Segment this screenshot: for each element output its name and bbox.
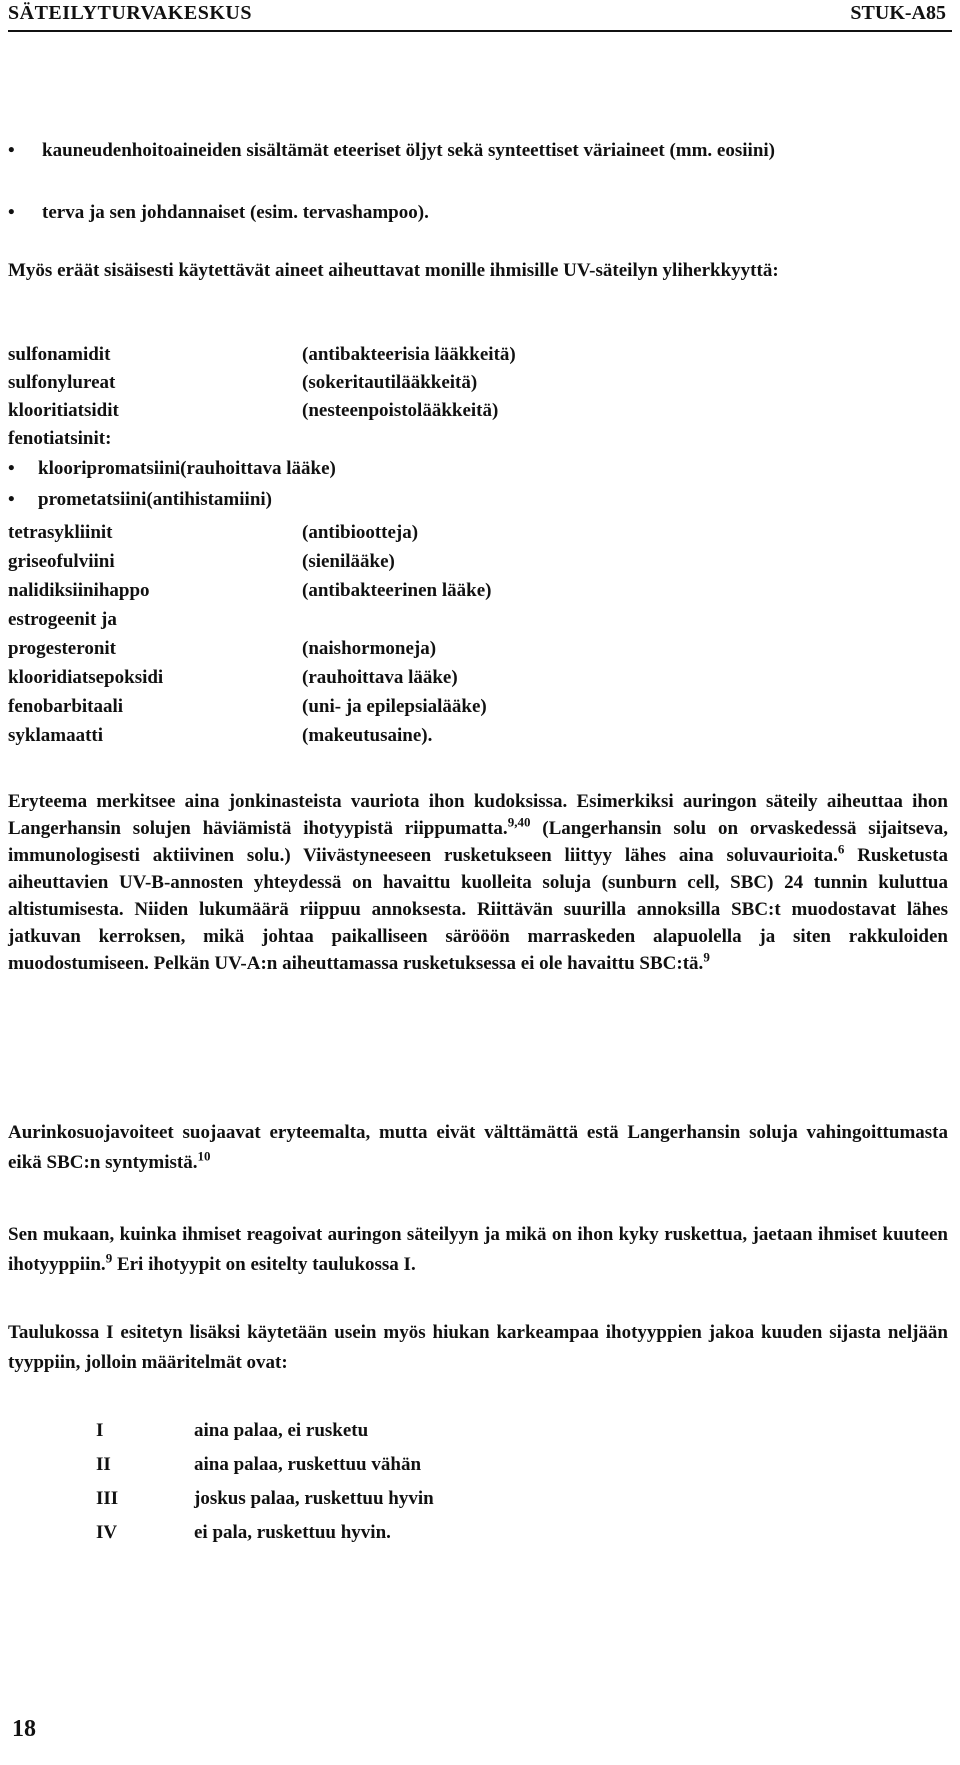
drug-row [8,370,948,396]
citation: 9 [703,949,710,965]
citation: 10 [197,1148,211,1164]
bullet-item [8,138,928,164]
skin-type-description: joskus palaa, ruskettuu hyvin [194,1488,434,1509]
skin-type-row [96,1418,796,1452]
skin-type-number: III [96,1488,119,1509]
skin-type-number: II [96,1454,111,1475]
drug-row [8,665,948,691]
bullet-dot: • [8,202,15,223]
header-organization: SÄTEILYTURVAKESKUS [8,2,252,24]
drug-name: sulfonylureat [8,372,116,393]
sub-bullet-text: prometatsiini(antihistamiini) [38,489,272,510]
drug-row [8,549,948,575]
drug-description: (nesteenpoistolääkkeitä) [302,400,499,421]
drug-row [8,520,948,546]
drug-description: (antibakteerinen lääke) [302,580,492,601]
paragraph-text: Eryteema merkitsee aina jonkinasteista vauriota ihon kudoksissa. Esimerkiksi auringon säteily aiheuttaa ihon Langerhansin solujen häviämistä ihotyypistä riippumatta. [8,791,948,839]
drug-name: griseofulviini [8,551,115,572]
sub-bullet-item [8,456,908,482]
drug-name: fenotiatsinit: [8,428,112,449]
bullet-dot: • [8,458,15,479]
drug-name: klooridiatsepoksidi [8,667,164,688]
bullet-dot: • [8,140,15,161]
drug-description: (sokeritautilääkkeitä) [302,372,478,393]
skin-type-number: I [96,1420,104,1441]
drug-description: (antibakteerisia lääkkeitä) [302,344,516,365]
paragraph-text: Rusketusta aiheuttavien UV-B-annosten yhteydessä on havaittu kuolleita soluja (sunburn cell, SBC) 24 tunnin kuluttua altistumisesta. Niiden lukumäärä riippuu annoksesta. Riittävän suurilla annoksilla SBC:t muodostavat lähes jatkuvan kerroksen, mikä johtaa paikalliseen särööön marraskeden alapuolella ja siten rakkuloiden muodostumiseen. Pelkän UV-A:n aiheuttamassa rusketuksessa ei ole havaittu SBC:tä. [8,845,948,974]
citation: 6 [837,841,845,857]
drug-description: (rauhoittava lääke) [302,667,458,688]
drug-description: (uni- ja epilepsialääke) [302,696,487,717]
skin-type-description: aina palaa, ei rusketu [194,1420,369,1441]
paragraph-sunscreen [8,1118,948,1178]
paragraph-text: (Langerhansin solu on orvaskedessä sijaitseva, immunologisesti aktiivinen solu.) Viivästyneeseen rusketukseen liittyy lähes aina soluvaurioita. [8,818,948,866]
bullet-item [8,200,928,226]
intro-paragraph: Myös eräät sisäisesti käytettävät aineet aiheuttavat monille ihmisille UV-säteilyn yliherkkyyttä: [8,260,779,281]
sub-bullet-text: klooripromatsiini(rauhoittava lääke) [38,458,336,479]
bullet-dot: • [8,489,15,510]
citation: 9 [105,1250,113,1266]
drug-name: klooritiatsidit [8,400,119,421]
paragraph-text: Eri ihotyypit on esitelty taulukossa I. [112,1254,416,1275]
drug-row [8,694,948,720]
drug-name: syklamaatti [8,725,103,746]
skin-type-row [96,1486,796,1520]
paragraph-erythema [8,788,948,977]
drug-row [8,342,948,368]
header-report-code: STUK-A85 [850,2,946,24]
drug-name: sulfonamidit [8,344,111,365]
skin-type-description: ei pala, ruskettuu hyvin. [194,1522,391,1543]
paragraph-skin-types [8,1220,948,1280]
running-header [8,0,952,32]
drug-description: (makeutusaine). [302,725,433,746]
bullet-text: kauneudenhoitoaineiden sisältämät eteeriset öljyt sekä synteettiset väriaineet (mm. eosiini) [42,140,775,161]
page-number: 18 [12,1716,36,1742]
drug-name: progesteronit [8,638,117,659]
drug-description: (sienilääke) [302,551,395,572]
skin-type-row [96,1520,796,1554]
drug-description: (naishormoneja) [302,638,437,659]
paragraph-text: Aurinkosuojavoiteet suojaavat eryteemalta, mutta eivät välttämättä estä Langerhansin soluja vahingoittumasta eikä SBC:n syntymistä. [8,1122,948,1173]
skin-type-description: aina palaa, ruskettuu vähän [194,1454,422,1475]
drug-name: fenobarbitaali [8,696,124,717]
bullet-text: terva ja sen johdannaiset (esim. tervashampoo). [42,202,429,223]
paragraph-four-types: Taulukossa I esitetyn lisäksi käytetään usein myös hiukan karkeampaa ihotyyppien jakoa kuuden sijasta neljään tyyppiin, jolloin määritelmät ovat: [8,1322,948,1373]
drug-description: (antibiootteja) [302,522,419,543]
skin-type-row [96,1452,796,1486]
drug-name: nalidiksiinihappo [8,580,150,601]
drug-name: tetrasykliinit [8,522,113,543]
drug-row [8,723,948,749]
skin-type-number: IV [96,1522,118,1543]
citation: 9,40 [507,814,531,830]
drug-row [8,607,948,633]
drug-name: estrogeenit ja [8,609,117,630]
drug-row [8,398,948,424]
sub-bullet-item [8,487,908,513]
paragraph-text: Sen mukaan, kuinka ihmiset reagoivat auringon säteilyyn ja mikä on ihon kyky ruskettua, jaetaan ihmiset kuuteen ihotyyppiin. [8,1224,948,1275]
drug-row [8,426,948,452]
drug-row [8,636,948,662]
drug-row [8,578,948,604]
